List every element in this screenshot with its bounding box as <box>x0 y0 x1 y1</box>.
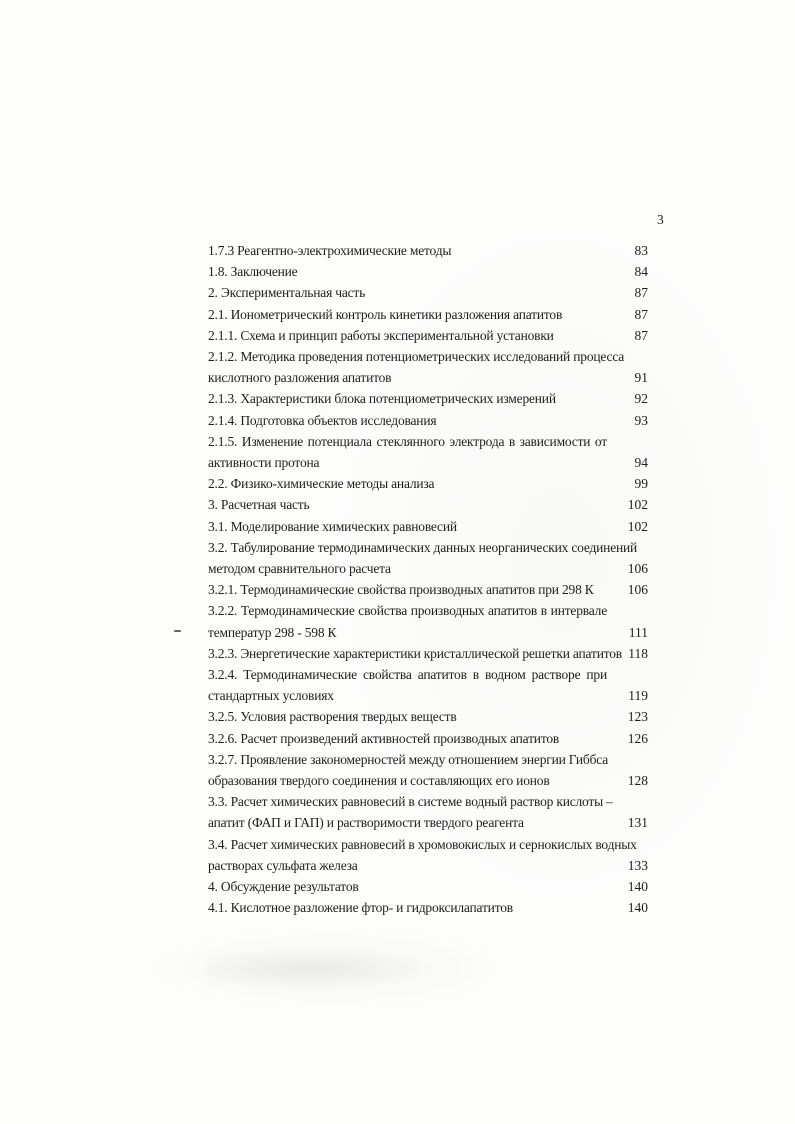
toc-entry-title-line: стандартных условиях <box>208 688 334 704</box>
toc-entry <box>208 579 648 600</box>
toc-entry <box>208 643 648 664</box>
toc-entry-title-line: 1.7.3 Реагентно-электрохимические методы <box>208 243 452 258</box>
toc-entry-page-number: 84 <box>634 264 648 280</box>
toc-entry-page-number: 83 <box>634 243 648 258</box>
toc-entry <box>208 516 648 537</box>
toc-entry-page-number: 87 <box>634 306 648 322</box>
toc-entry-title-line: 3.2. Табулирование термодинамических данных неорганических соединений <box>208 539 638 555</box>
toc-entry <box>208 728 648 749</box>
toc-entry-title-line: 4. Обсуждение результатов <box>208 879 359 895</box>
toc-entry-title-line: кислотного разложения апатитов <box>208 370 392 386</box>
toc-entry-title-line: 4.1. Кислотное разложение фтор- и гидроксилапатитов <box>208 900 513 916</box>
toc-entry-title-line: 3.1. Моделирование химических равновесий <box>208 518 457 534</box>
toc-entry-title-line: 3.4. Расчет химических равновесий в хромовокислых и сернокислых водных <box>208 836 637 852</box>
toc-entry-title-line: 3.2.3. Энергетические характеристики кристаллической решетки апатитов <box>208 645 622 661</box>
toc-entry-title-line: методом сравнительного расчета <box>208 561 391 577</box>
toc-entry <box>208 473 648 494</box>
toc-entry-page-number: 133 <box>627 857 648 873</box>
toc-entry-title-line: 3. Расчетная часть <box>208 497 310 513</box>
toc-entry <box>208 304 648 325</box>
toc-entry-page-number: 126 <box>627 730 648 746</box>
toc-entry-page-number: 128 <box>627 773 648 789</box>
toc-entry-page-number: 140 <box>627 879 648 895</box>
toc-entry-title-line: 3.2.1. Термодинамические свойства производных апатитов при 298 К <box>208 582 594 598</box>
toc-entry-page-number: 118 <box>628 645 648 661</box>
toc-entry <box>208 282 648 303</box>
toc-entry <box>208 706 648 727</box>
toc-entry-page-number: 87 <box>634 327 648 343</box>
toc-entry-title-line: 3.2.4. Термодинамические свойства апатитов в водном растворе при <box>208 667 607 683</box>
toc-entry <box>208 664 648 706</box>
toc-entry-title-line: 3.3. Расчет химических равновесий в системе водный раствор кислоты – <box>208 794 613 810</box>
toc-entry-page-number: 119 <box>628 688 648 704</box>
toc-entry <box>208 834 648 876</box>
toc-entry-page-number: 106 <box>627 582 648 598</box>
toc-entry-page-number: 99 <box>634 476 648 492</box>
toc-entry-page-number: 94 <box>634 455 648 471</box>
toc-entry <box>208 388 648 409</box>
margin-dash-mark <box>174 630 181 632</box>
toc-entry-page-number: 87 <box>634 285 648 301</box>
toc-entry <box>208 749 648 791</box>
toc-entry-title-line: 3.2.6. Расчет произведений активностей производных апатитов <box>208 730 560 746</box>
toc-entry <box>208 325 648 346</box>
toc-entry-page-number: 106 <box>627 561 648 577</box>
toc-entry <box>208 346 648 388</box>
page-number: 3 <box>657 212 664 227</box>
toc-entry-title-line: 2.1.4. Подготовка объектов исследования <box>208 412 437 428</box>
toc-entry <box>208 261 648 282</box>
toc-entry-title-line: 2.1.2. Методика проведения потенциометрических исследований процесса <box>208 349 625 365</box>
toc-entry-page-number: 102 <box>627 497 648 513</box>
toc-entry <box>208 240 648 261</box>
toc-entry-page-number: 102 <box>627 518 648 534</box>
toc-entry-page-number: 91 <box>634 370 648 386</box>
toc-entry-title-line: 2. Экспериментальная часть <box>208 285 366 301</box>
toc-entry <box>208 600 648 642</box>
toc-entry-page-number: 92 <box>634 391 648 407</box>
toc-entry-page-number: 93 <box>634 412 648 428</box>
toc-entry <box>208 410 648 431</box>
table-of-contents <box>208 240 648 919</box>
toc-entry-page-number: 111 <box>628 624 648 640</box>
toc-entry-title-line: 2.1. Ионометрический контроль кинетики разложения апатитов <box>208 306 563 322</box>
toc-entry <box>208 494 648 515</box>
toc-entry-title-line: температур 298 - 598 К <box>208 624 337 640</box>
toc-entry-title-line: 1.8. Заключение <box>208 264 298 280</box>
toc-entry-title-line: образования твердого соединения и составляющих его ионов <box>208 773 550 789</box>
toc-entry-title-line: 3.2.5. Условия растворения твердых веществ <box>208 709 457 725</box>
toc-entry <box>208 876 648 897</box>
toc-entry-title-line: активности протона <box>208 455 320 471</box>
scan-smudge-artifact <box>205 948 435 990</box>
toc-entry <box>208 537 648 579</box>
toc-entry-page-number: 123 <box>627 709 648 725</box>
toc-entry <box>208 791 648 833</box>
toc-entry-title-line: 2.2. Физико-химические методы анализа <box>208 476 435 492</box>
toc-entry <box>208 431 648 473</box>
toc-entry-page-number: 131 <box>627 815 648 831</box>
toc-entry-title-line: 2.1.3. Характеристики блока потенциометрических измерений <box>208 391 556 407</box>
toc-entry-title-line: растворах сульфата железа <box>208 857 358 873</box>
toc-entry <box>208 897 648 918</box>
toc-entry-title-line: 2.1.5. Изменение потенциала стеклянного электрода в зависимости от <box>208 433 607 449</box>
toc-entry-title-line: 2.1.1. Схема и принцип работы экспериментальной установки <box>208 327 554 343</box>
toc-entry-title-line: апатит (ФАП и ГАП) и растворимости твердого реагента <box>208 815 524 831</box>
toc-entry-title-line: 3.2.2. Термодинамические свойства производных апатитов в интервале <box>208 603 607 619</box>
toc-entry-page-number: 140 <box>627 900 648 916</box>
toc-entry-title-line: 3.2.7. Проявление закономерностей между отношением энергии Гиббса <box>208 751 609 767</box>
